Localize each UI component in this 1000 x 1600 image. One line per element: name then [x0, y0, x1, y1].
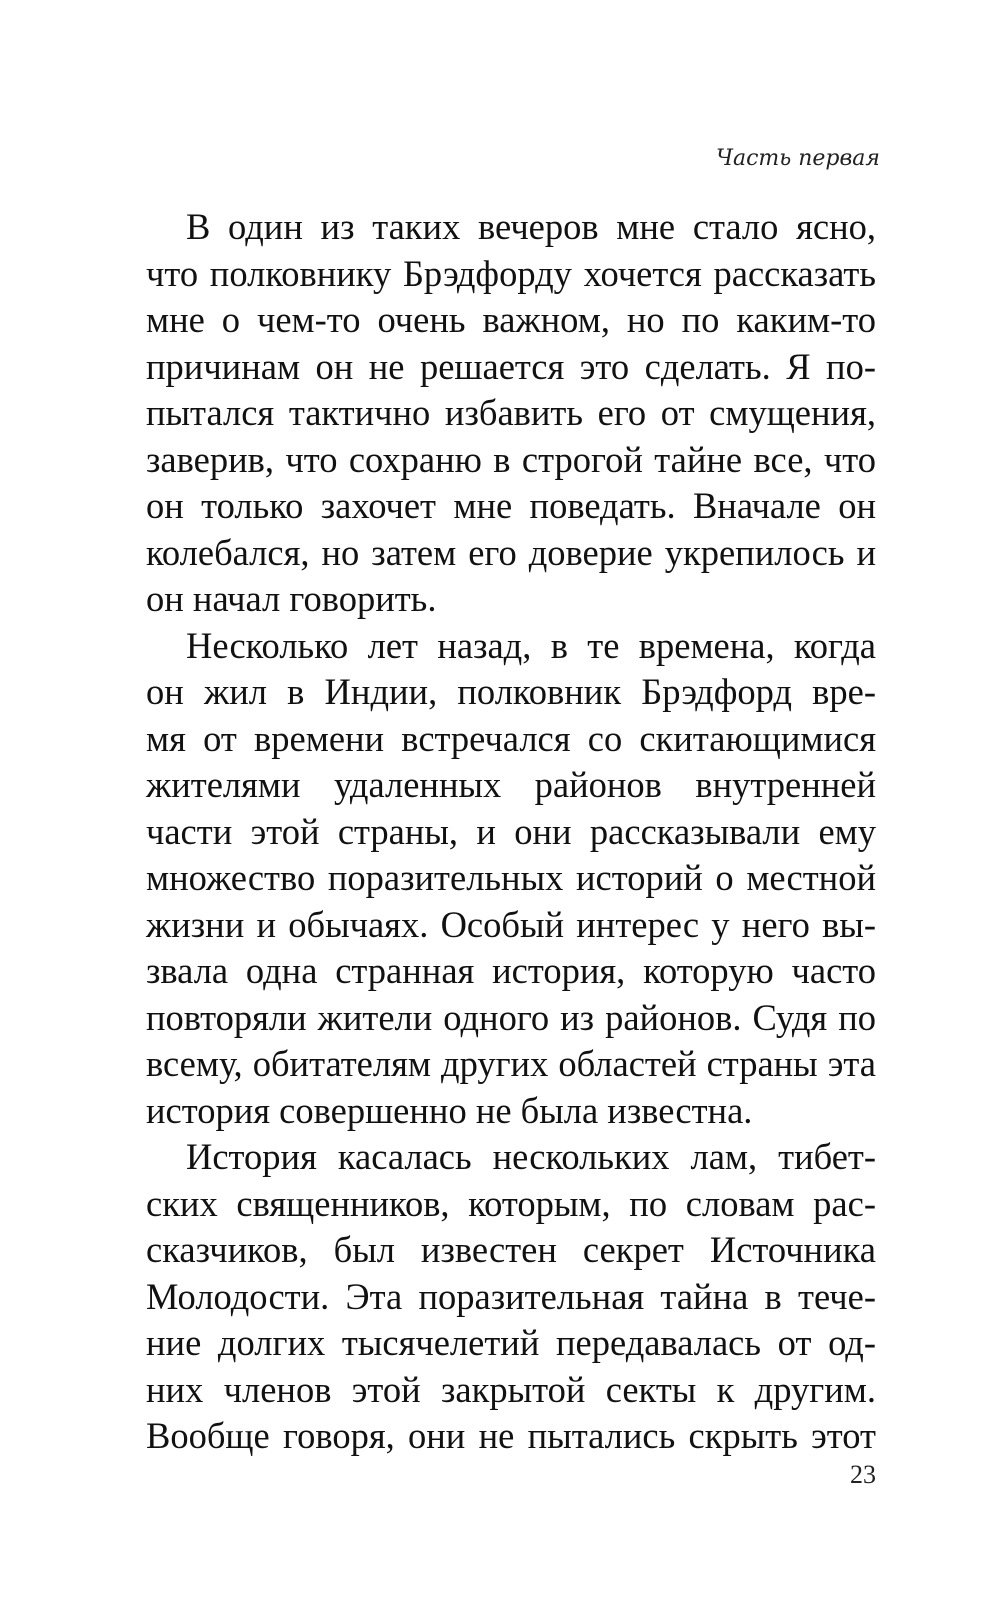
page-number: 23	[850, 1460, 876, 1489]
text-line: звала одна странная история, которую часто	[146, 950, 876, 991]
text-line: пытался тактично избавить его от смущения,	[146, 392, 876, 433]
text-line: мя от времени встречался со скитающимися	[146, 717, 876, 759]
text-line: повторяли жители одного из районов. Судя по	[146, 996, 876, 1038]
body-text	[146, 204, 876, 1460]
text-line: он жил в Индии, полковник Брэдфорд вре-	[146, 671, 876, 712]
text-line: сказчиков, был известен секрет Источника	[146, 1229, 876, 1270]
text-line: история совершенно не была известна.	[146, 1089, 753, 1131]
text-line: что полковнику Брэдфорду хочется рассказать	[146, 252, 876, 294]
text-line: жизни и обычаях. Особый интерес у него вы-	[146, 903, 876, 945]
text-line: причинам он не решается это сделать. Я по-	[146, 345, 876, 387]
text-line: он только захочет мне поведать. Вначале он	[146, 485, 876, 526]
text-line: колебался, но затем его доверие укрепилось и	[146, 531, 876, 573]
text-line: множество поразительных историй о местной	[146, 857, 876, 898]
text-line: Молодости. Эта поразительная тайна в тече-	[146, 1275, 876, 1317]
running-head: Часть первая	[715, 146, 880, 171]
text-line: мне о чем-то очень важном, но по каким-то	[146, 299, 876, 340]
text-line: он начал говорить.	[146, 578, 437, 619]
text-line: ние долгих тысячелетий передавалась от од-	[146, 1322, 876, 1363]
text-line: История касалась нескольких лам, тибет-	[186, 1136, 876, 1177]
text-line: Несколько лет назад, в те времена, когда	[186, 624, 876, 666]
text-line: ских священников, которым, по словам рас-	[146, 1182, 876, 1224]
text-line: заверив, что сохраню в строгой тайне все, что	[146, 438, 876, 480]
text-line: всему, обитателям других областей страны эта	[146, 1043, 876, 1084]
text-line: жителями удаленных районов внутренней	[146, 764, 876, 805]
text-line: Вообще говоря, они не пытались скрыть этот	[146, 1415, 876, 1456]
text-line: В один из таких вечеров мне стало ясно,	[186, 206, 876, 247]
text-line: них членов этой закрытой секты к другим.	[146, 1368, 876, 1410]
text-line: части этой страны, и они рассказывали ему	[146, 810, 876, 852]
